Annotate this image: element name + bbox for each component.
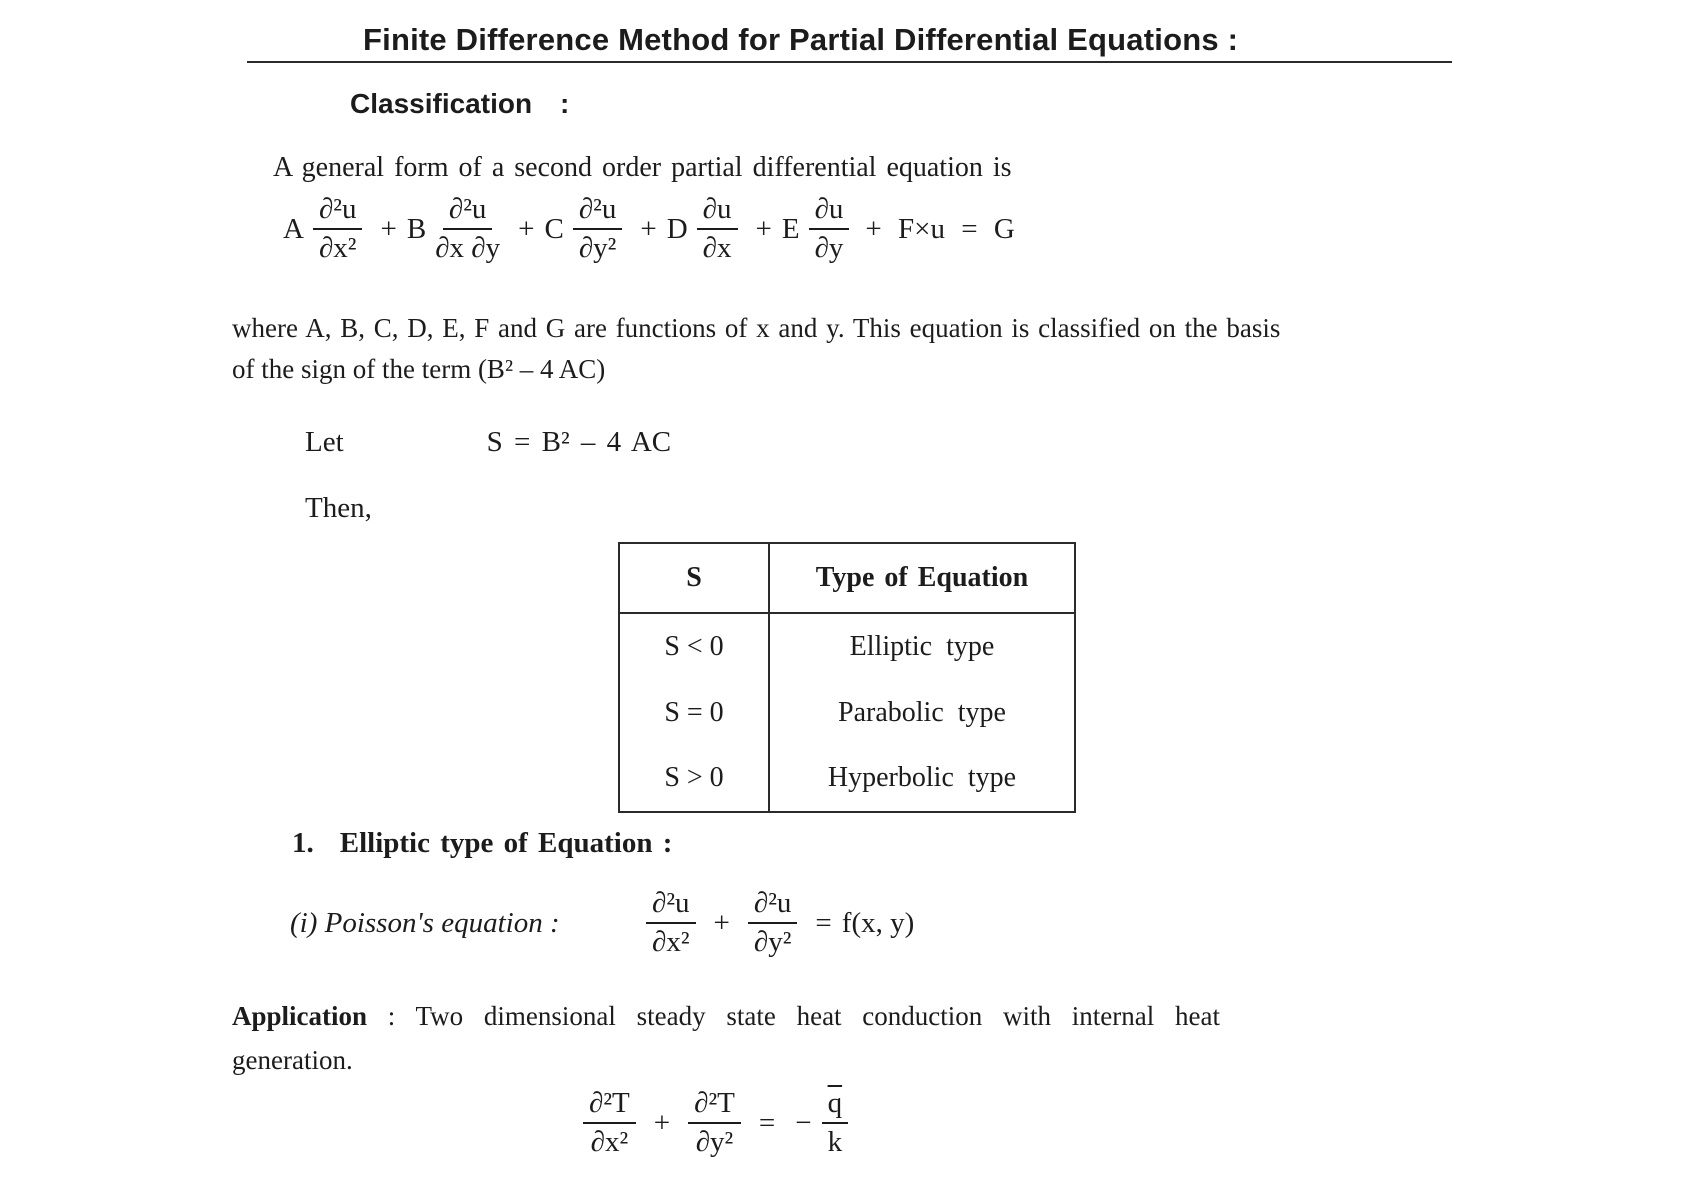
title-underline <box>247 61 1452 63</box>
fraction-d <box>697 194 738 265</box>
poisson-label: (i) Poisson's equation : <box>290 906 560 939</box>
fraction-a-numerator: ∂²u <box>313 194 363 230</box>
q-bar-numerator: $\overline{q}$ <box>822 1088 849 1124</box>
table-row <box>620 680 1074 746</box>
page-title: Finite Difference Method for Partial Differential Equations : <box>363 22 1239 57</box>
k-denominator: k <box>827 1126 843 1159</box>
elliptic-section-heading <box>292 827 672 860</box>
table-header-row <box>620 544 1074 614</box>
table-row <box>620 614 1074 680</box>
where-paragraph-line2: of the sign of the term (B² – 4 AC) <box>232 354 606 384</box>
fraction-denominator: ∂y² <box>695 1126 734 1159</box>
plus-operator: + <box>755 212 772 245</box>
fraction-c-numerator: ∂²u <box>573 194 623 230</box>
section-number: 1. <box>292 827 314 859</box>
table-cell-type: Hyperbolic type <box>827 762 1017 794</box>
heat-conduction-equation <box>575 1088 856 1159</box>
fraction-numerator: ∂²T <box>688 1088 741 1124</box>
fraction-numerator: ∂²T <box>583 1088 636 1124</box>
poisson-line <box>290 888 914 959</box>
fraction-d2u-dx2 <box>646 888 696 959</box>
coefficient-e: E <box>781 212 800 245</box>
plus-operator: + <box>518 212 535 245</box>
equals-sign: = <box>815 906 832 939</box>
fraction-e-numerator: ∂u <box>809 194 850 230</box>
fraction-c <box>573 194 623 265</box>
fraction-c-denominator: ∂y² <box>578 232 617 265</box>
let-label: Let <box>305 426 344 458</box>
fraction-d2T-dx2 <box>583 1088 636 1159</box>
table-body <box>620 614 1074 811</box>
application-label: Application <box>232 1001 368 1031</box>
plus-operator: + <box>653 1106 671 1139</box>
table-cell-type: Parabolic type <box>838 696 1006 728</box>
table-cell-condition: S = 0 <box>620 680 770 746</box>
fraction-d-numerator: ∂u <box>697 194 738 230</box>
where-paragraph-line1: where A, B, C, D, E, F and G are functions of x and y. This equation is classified on the basis <box>232 313 1281 343</box>
fraction-e-denominator: ∂y <box>814 232 844 265</box>
plus-operator: + <box>713 906 730 939</box>
equals-sign: = <box>758 1106 776 1139</box>
table-cell-type: Elliptic type <box>849 630 995 662</box>
fraction-numerator: ∂²u <box>646 888 696 924</box>
section-title: Elliptic type of Equation : <box>339 827 673 859</box>
let-equation: S = B² – 4 AC <box>486 426 672 458</box>
coefficient-c: C <box>544 212 564 245</box>
fraction-d2u-dy2 <box>748 888 798 959</box>
table-row <box>620 745 1074 811</box>
fraction-q-over-k <box>822 1088 849 1159</box>
fraction-d-denominator: ∂x <box>702 232 732 265</box>
classification-heading: Classification : <box>350 88 570 119</box>
then-label: Then, <box>305 492 372 524</box>
equation-tail: + F×u = G <box>865 212 1015 245</box>
table-header-s: S <box>620 544 770 612</box>
application-line2: generation. <box>232 1045 353 1075</box>
table-cell-condition: S < 0 <box>620 614 770 680</box>
fraction-denominator: ∂x² <box>590 1126 629 1159</box>
poisson-equation <box>638 888 914 959</box>
fraction-d2T-dy2 <box>688 1088 741 1159</box>
poisson-rhs: f(x, y) <box>841 906 915 939</box>
classification-table <box>618 542 1076 813</box>
fraction-a-denominator: ∂x² <box>318 232 357 265</box>
general-pde-equation <box>283 194 1015 265</box>
fraction-numerator: ∂²u <box>748 888 798 924</box>
coefficient-a: A <box>283 212 304 245</box>
coefficient-b: B <box>406 212 427 245</box>
table-header-type: Type of Equation <box>815 562 1029 593</box>
fraction-denominator: ∂y² <box>753 926 792 959</box>
fraction-b <box>435 194 500 265</box>
where-paragraph <box>232 308 1346 390</box>
table-cell-condition: S > 0 <box>620 745 770 811</box>
application-line1 <box>232 994 1346 1038</box>
intro-text: A general form of a second order partial differential equation is <box>273 152 1012 183</box>
minus-sign: − <box>795 1106 812 1139</box>
let-line <box>305 426 671 459</box>
fraction-b-denominator: ∂x ∂y <box>435 232 501 265</box>
fraction-b-numerator: ∂²u <box>443 194 493 230</box>
plus-operator: + <box>640 212 657 245</box>
coefficient-d: D <box>666 212 688 245</box>
plus-operator: + <box>380 212 397 245</box>
fraction-a <box>313 194 363 265</box>
fraction-e <box>809 194 850 265</box>
application-paragraph <box>232 994 1346 1082</box>
fraction-denominator: ∂x² <box>652 926 690 959</box>
application-line1-rest: : Two dimensional steady state heat conduction with internal heat <box>367 1001 1220 1031</box>
